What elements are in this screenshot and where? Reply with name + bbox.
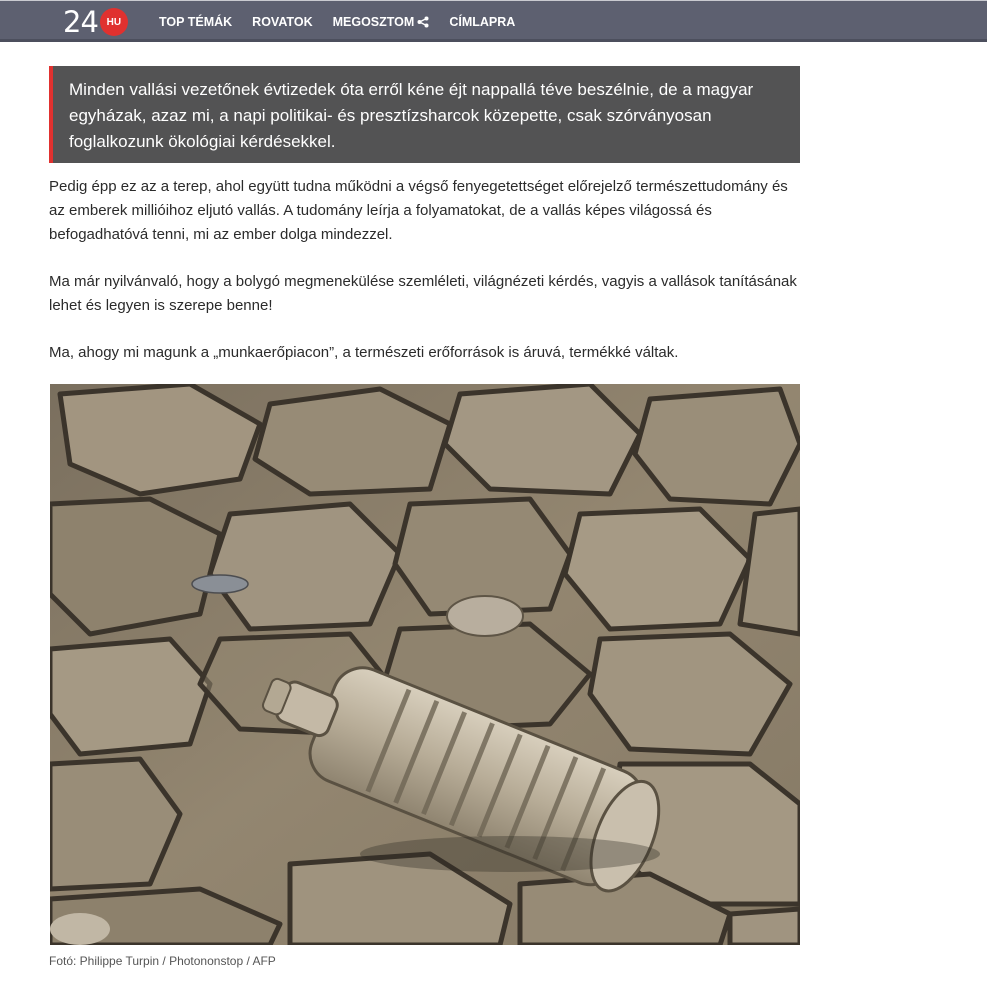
pull-quote xyxy=(49,66,800,163)
pull-quote-text: Minden vallási vezetőnek évtizedek óta erről kéne éjt nappallá téve beszélnie, de a magyar egyházak, azaz mi, a napi politikai- és presztízsharcok közepette, csak szórványosan foglalkozunk ökológiai kérdésekkel. xyxy=(69,80,754,151)
article-paragraph: Ma, ahogy mi magunk a „munkaerőpiacon”, a természeti erőforrások is áruvá, termékké váltak. xyxy=(49,344,679,361)
nav-item-label: MEGOSZTOM xyxy=(332,15,415,29)
site-logo[interactable] xyxy=(63,6,128,38)
nav-item-label: TOP TÉMÁK xyxy=(159,15,233,29)
cracked-earth-bottle-image xyxy=(50,384,800,945)
article-photo xyxy=(50,384,800,945)
logo-badge: HU xyxy=(100,8,128,36)
nav-item-label: ROVATOK xyxy=(252,15,313,29)
article-paragraph: Pedig épp ez az a terep, ahol együtt tudna működni a végső fenyegetettséget előrejelző természettudomány és az emberek millióihoz eljutó vallás. A tudomány leírja a folyamatokat, de a vallás képes világossá és befogadhatóvá tenni, mi az ember dolga mindezzel. xyxy=(49,178,788,243)
main-nav xyxy=(159,1,535,43)
nav-item-megosztom[interactable] xyxy=(333,15,430,29)
nav-item-cimlapra[interactable] xyxy=(449,15,515,29)
article-body xyxy=(49,175,804,388)
top-navigation-bar xyxy=(0,0,987,42)
share-icon xyxy=(417,16,429,28)
nav-item-label: CÍMLAPRA xyxy=(449,15,516,29)
nav-item-rovatok[interactable] xyxy=(252,15,312,29)
logo-number: 24 xyxy=(63,5,98,39)
article-paragraph: Ma már nyilvánvaló, hogy a bolygó megmenekülése szemléleti, világnézeti kérdés, vagyis a vallások tanításának lehet és legyen is szerepe benne! xyxy=(49,273,797,314)
photo-caption: Fotó: Philippe Turpin / Photononstop / AFP xyxy=(49,954,276,968)
nav-item-top-temak[interactable] xyxy=(159,15,232,29)
